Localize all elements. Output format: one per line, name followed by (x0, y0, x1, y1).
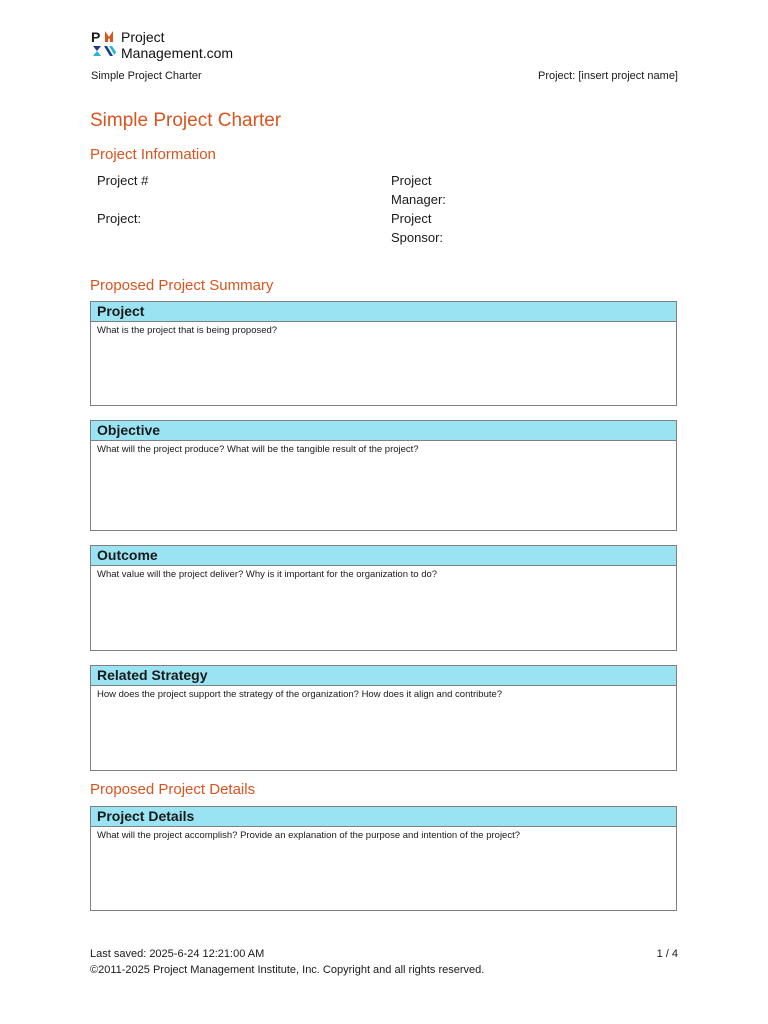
project-information-heading: Project Information (90, 146, 216, 163)
objective-box-title: Objective (91, 421, 676, 441)
project-box-prompt[interactable]: What is the project that is being proposed? (97, 325, 278, 336)
svg-text:P: P (91, 29, 101, 45)
footer-last-saved: Last saved: 2025-6-24 12:21:00 AM (90, 948, 265, 960)
header-document-name: Simple Project Charter (91, 70, 202, 82)
project-number-label: Project # (97, 173, 149, 188)
logo-line-1: Project (121, 29, 165, 45)
proposed-project-details-heading: Proposed Project Details (90, 781, 256, 798)
project-details-box (90, 806, 677, 911)
pm-logo-icon (91, 29, 117, 61)
footer-copyright: ©2011-2025 Project Management Institute, Inc. Copyright and all rights reserved. (90, 964, 485, 976)
project-details-box-title: Project Details (91, 807, 676, 827)
objective-box (90, 420, 677, 531)
proposed-project-summary-heading: Proposed Project Summary (90, 277, 274, 294)
logo-line-2: Management.com (121, 45, 234, 61)
project-details-box-prompt[interactable]: What will the project accomplish? Provide an explanation of the purpose and intention of the project? (97, 830, 521, 841)
outcome-box-title: Outcome (91, 546, 676, 566)
outcome-box-prompt[interactable]: What value will the project deliver? Why is it important for the organization to do? (97, 569, 438, 580)
pm-logo (91, 29, 233, 61)
related-strategy-box-title: Related Strategy (91, 666, 676, 686)
header-project-name: Project: [insert project name] (537, 70, 678, 82)
project-sponsor-label: Project Sponsor: (391, 211, 444, 245)
related-strategy-box (90, 665, 677, 771)
pm-logo-text (121, 29, 233, 61)
project-box-title: Project (91, 302, 676, 322)
objective-box-prompt[interactable]: What will the project produce? What will be the tangible result of the project? (97, 444, 419, 455)
project-manager-label: Project Manager: (391, 173, 446, 207)
outcome-box (90, 545, 677, 651)
page-title: Simple Project Charter (90, 110, 282, 131)
footer-page-number: 1 / 4 (656, 948, 678, 960)
project-box (90, 301, 677, 406)
project-label: Project: (97, 211, 142, 226)
related-strategy-box-prompt[interactable]: How does the project support the strategy of the organization? How does it align and contribute? (97, 689, 503, 700)
